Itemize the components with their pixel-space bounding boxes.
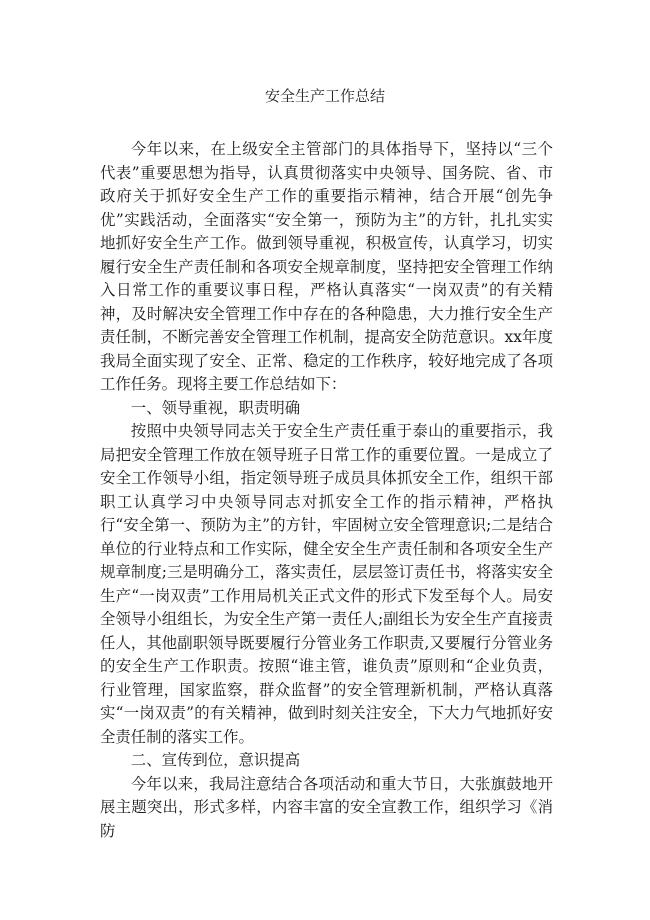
- intro-paragraph: 今年以来，在上级安全主管部门的具体指导下，坚持以“三个代表”重要思想为指导，认真贯彻落实中央领导、国务院、省、市政府关于抓好安全生产工作的重要指示精神，结合开展“创先争优”实践活动，全面落实“安全第一，预防为主”的方针，扎扎实实地抓好安全生产工作。做到领导重视，积极宣传，认真学习，切实履行安全生产责任制和各项安全规章制度，坚持把安全管理工作纳入日常工作的重要议事日程，严格认真落实“一岗双责”的有关精神，及时解决安全管理工作中存在的各种隐患，大力推行安全生产责任制，不断完善安全管理工作机制，提高安全防范意识。xx年度我局全面实现了安全、正常、稳定的工作秩序，较好地完成了各项工作任务。现将主要工作总结如下：: [100, 140, 553, 393]
- document-body: [100, 138, 553, 843]
- document-title: 安全生产工作总结: [264, 87, 385, 105]
- section-heading-2: 二、宣传到位，意识提高: [130, 751, 301, 769]
- section-1-paragraph: 按照中央领导同志关于安全生产责任重于泰山的重要指示，我局把安全管理工作放在领导班子日常工作的重要位置。一是成立了安全工作领导小组，指定领导班子成员具体抓安全工作，组织干部职工认真学习中央领导同志对抓安全工作的指示精神，严格执行“安全第一、预防为主”的方针，牢固树立安全管理意识;二是结合单位的行业特点和工作实际，健全安全生产责任制和各项安全生产规章制度;三是明确分工，落实责任，层层签订责任书，将落实安全生产“一岗双责”工作用局机关正式文件的形式下发至每个人。局安全领导小组组长，为安全生产第一责任人;副组长为安全生产直接责任人，其他副职领导既要履行分管业务工作职责,又要履行分管业务的安全生产工作职责。按照“谁主管，谁负责”原则和“企业负责，行业管理，国家监察，群众监督”的安全管理新机制，严格认真落实“一岗双责”的有关精神，做到时刻关注安全，下大力气地抓好安全责任制的落实工作。: [100, 422, 553, 746]
- section-2-paragraph: 今年以来，我局注意结合各项活动和重大节日，大张旗鼓地开展主题突出，形式多样，内容丰富的安全宣教工作，组织学习《消防: [100, 774, 553, 840]
- section-heading-1: 一、领导重视，职责明确: [130, 398, 301, 417]
